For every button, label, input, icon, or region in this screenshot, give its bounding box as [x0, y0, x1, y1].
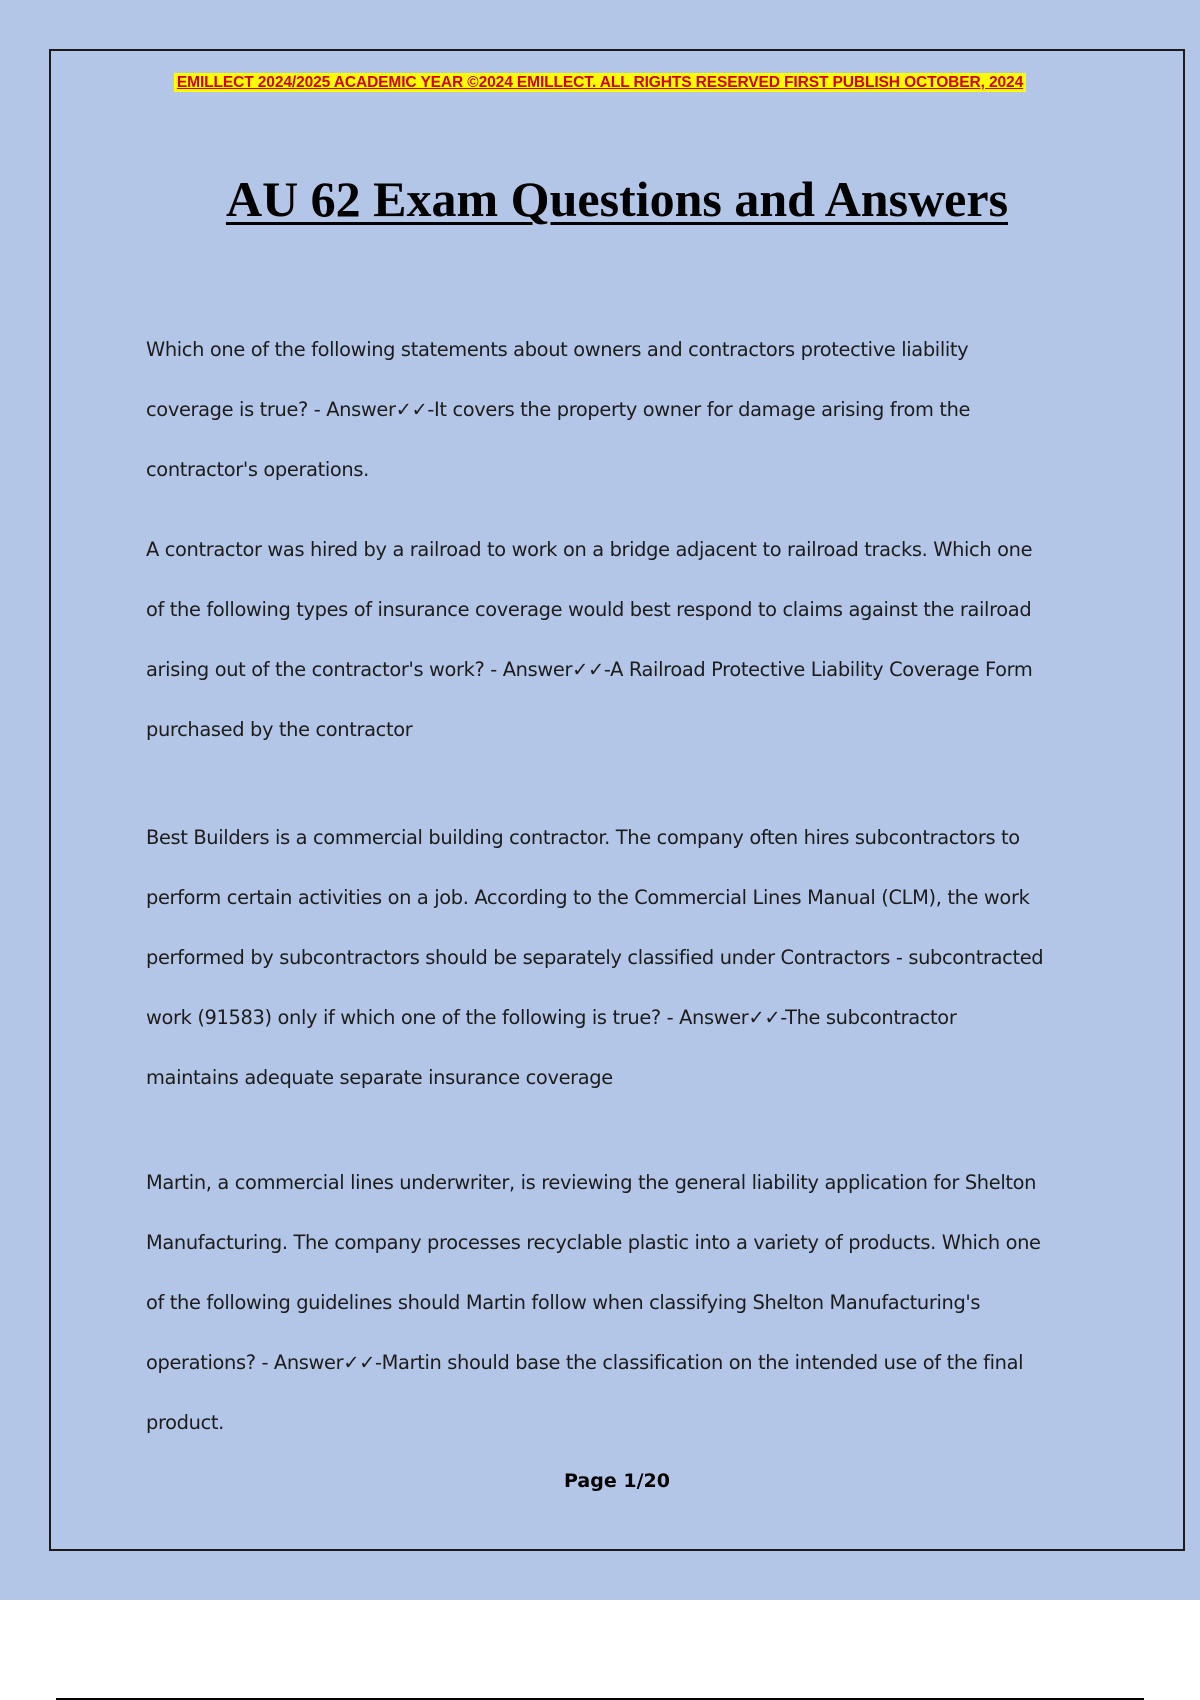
qa-line: work (91583) only if which one of the following is true? - Answer✓✓-The subcontractor — [146, 1006, 957, 1029]
qa-line: A contractor was hired by a railroad to work on a bridge adjacent to railroad tracks. Which one — [146, 538, 1033, 561]
qa-item-2 — [146, 520, 1086, 760]
page-number: Page 1/20 — [564, 1470, 670, 1492]
qa-line: arising out of the contractor's work? - Answer✓✓-A Railroad Protective Liability Coverage Form — [146, 658, 1033, 681]
qa-line: Martin, a commercial lines underwriter, is reviewing the general liability application for Shelton — [146, 1171, 1037, 1194]
qa-line: product. — [146, 1411, 224, 1434]
qa-item-3 — [146, 808, 1086, 1108]
qa-line: purchased by the contractor — [146, 718, 413, 741]
qa-line: Manufacturing. The company processes recyclable plastic into a variety of products. Which one — [146, 1231, 1041, 1254]
qa-line: Best Builders is a commercial building contractor. The company often hires subcontractors to — [146, 826, 1020, 849]
copyright-banner-text: EMILLECT 2024/2025 ACADEMIC YEAR ©2024 EMILLECT. ALL RIGHTS RESERVED FIRST PUBLISH OCTOBER, 2024 — [174, 73, 1026, 92]
qa-line: operations? - Answer✓✓-Martin should base the classification on the intended use of the final — [146, 1351, 1024, 1374]
copyright-banner — [0, 74, 1200, 92]
document-title — [0, 170, 1200, 228]
qa-line: perform certain activities on a job. According to the Commercial Lines Manual (CLM), the work — [146, 886, 1030, 909]
qa-item-4 — [146, 1153, 1086, 1453]
document-title-text: AU 62 Exam Questions and Answers — [225, 171, 1009, 227]
qa-line: coverage is true? - Answer✓✓-It covers the property owner for damage arising from the — [146, 398, 971, 421]
qa-item-1 — [146, 320, 1086, 500]
qa-line: contractor's operations. — [146, 458, 369, 481]
qa-line: of the following types of insurance coverage would best respond to claims against the railroad — [146, 598, 1032, 621]
qa-line: of the following guidelines should Martin follow when classifying Shelton Manufacturing's — [146, 1291, 981, 1314]
qa-line: performed by subcontractors should be separately classified under Contractors - subcontracted — [146, 946, 1044, 969]
qa-line: maintains adequate separate insurance coverage — [146, 1066, 613, 1089]
qa-line: Which one of the following statements about owners and contractors protective liability — [146, 338, 969, 361]
